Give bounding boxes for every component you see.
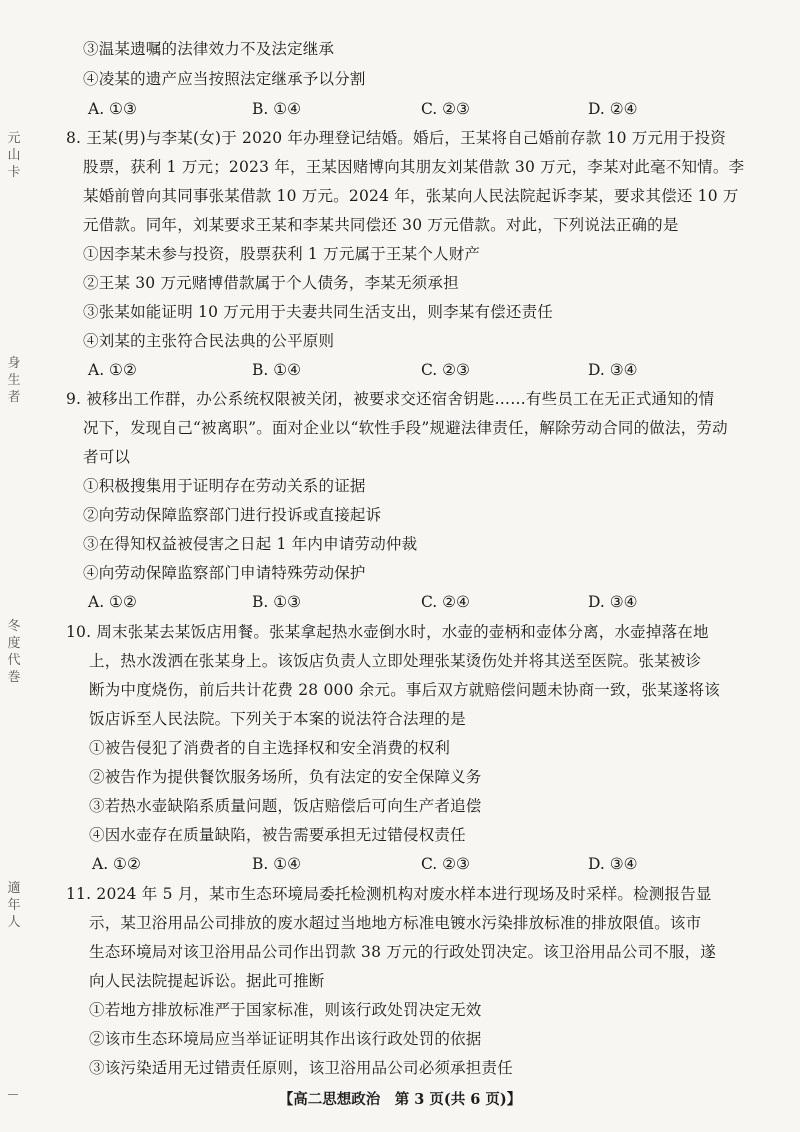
margin-mark: 冬 度 代 巻 [7,619,21,685]
q11-stem-line: 示，某卫浴用品公司排放的废水超过当地地方标准电镀水污染排放标准的排放限值。该市 [89,914,702,932]
option-d: D. ③④ [588,855,638,873]
q9-item: ④向劳动保障监察部门申请特殊劳动保护 [83,564,366,582]
q10-item: ③若热水壶缺陷系质量问题，饭店赔偿后可向生产者追偿 [89,797,482,815]
option-a: A. ①② [92,855,141,873]
q10-stem-line: 10. 周末张某去某饭店用餐。张某拿起热水壶倒水时，水壶的壶柄和壶体分离，水壶掉落在地 [66,623,709,641]
page-footer: 【高二思想政治 第 3 页(共 6 页)】 [278,1091,522,1108]
option-b: B. ①④ [252,361,302,379]
option-b: B. ①③ [252,593,302,611]
q7-item: ④凌某的遗产应当按照法定继承予以分割 [83,70,366,88]
q10-stem-line: 断为中度烧伤，前后共计花费 28 000 余元。事后双方就赔偿问题未协商一致，张某遂将该 [89,681,720,699]
option-a: A. ①② [88,361,137,379]
option-d: D. ③④ [588,593,638,611]
q8-item: ③张某如能证明 10 万元用于夫妻共同生活支出，则李某有偿还责任 [83,303,553,321]
q11-stem-line: 生态环境局对该卫浴用品公司作出罚款 38 万元的行政处罚决定。该卫浴用品公司不服，遂 [89,943,716,961]
q11-stem-line: 向人民法院提起诉讼。据此可推断 [89,972,325,990]
q11-item: ③该污染适用无过错责任原则，该卫浴用品公司必须承担责任 [89,1059,513,1077]
q9-stem-line: 者可以 [83,448,131,466]
q9-stem-line: 况下，发现自己“被离职”。面对企业以“软性手段”规避法律责任，解除劳动合同的做法，劳动 [83,419,728,437]
q10-stem-line: 上，热水泼洒在张某身上。该饭店负责人立即处理张某烫伤处并将其送至医院。张某被诊 [89,652,702,670]
option-c: C. ②③ [421,855,470,873]
option-d: D. ③④ [588,361,638,379]
q10-item: ②被告作为提供餐饮服务场所，负有法定的安全保障义务 [89,768,482,786]
option-a: A. ①② [88,593,137,611]
q8-stem-line: 股票，获利 1 万元；2023 年，王某因赌博向其朋友刘某借款 30 万元，李某对此毫不知情。李 [83,158,745,176]
q11-item: ②该市生态环境局应当举证证明其作出该行政处罚的依据 [89,1030,482,1048]
q9-item: ③在得知权益被侵害之日起 1 年内申请劳动仲裁 [83,535,418,553]
option-d: D. ②④ [588,100,638,118]
option-c: C. ②③ [421,100,470,118]
q7-item: ③温某遗嘱的法律效力不及法定继承 [83,40,335,58]
margin-mark: 身 生 者 [7,356,21,405]
q8-item: ④刘某的主张符合民法典的公平原则 [83,332,335,350]
q8-stem-line: 元借款。同年，刘某要求王某和李某共同偿还 30 万元借款。对此，下列说法正确的是 [83,216,679,234]
q10-item: ①被告侵犯了消费者的自主选择权和安全消费的权利 [89,739,451,757]
q9-item: ①积极搜集用于证明存在劳动关系的证据 [83,477,366,495]
option-b: B. ①④ [252,855,302,873]
q8-item: ②王某 30 万元赌博借款属于个人债务，李某无须承担 [83,274,459,292]
option-c: C. ②③ [421,361,470,379]
q10-item: ④因水壶存在质量缺陷，被告需要承担无过错侵权责任 [89,826,466,844]
q8-stem-line: 某婚前曾向其同事张某借款 10 万元。2024 年，张某向人民法院起诉李某，要求其偿还 10 万 [83,187,739,205]
margin-mark: 元 山 卡 [7,131,21,180]
q8-item: ①因李某未参与投资，股票获利 1 万元属于王某个人财产 [83,245,481,263]
q9-item: ②向劳动保障监察部门进行投诉或直接起诉 [83,506,382,524]
q10-stem-line: 饭店诉至人民法院。下列关于本案的说法符合法理的是 [89,710,466,728]
margin-mark: 適 年 人 [7,881,21,930]
q11-item: ①若地方排放标准严于国家标准，则该行政处罚决定无效 [89,1001,482,1019]
option-c: C. ②④ [421,593,470,611]
q9-stem-line: 9. 被移出工作群，办公系统权限被关闭，被要求交还宿舍钥匙……有些员工在无正式通知的情 [66,390,715,408]
option-b: B. ①④ [252,100,302,118]
q8-stem-line: 8. 王某(男)与李某(女)于 2020 年办理登记结婚。婚后，王某将自己婚前存款 10 万元用于投资 [66,129,726,147]
option-a: A. ①③ [88,100,137,118]
q11-stem-line: 11. 2024 年 5 月，某市生态环境局委托检测机构对废水样本进行现场及时采样。检测报告显 [66,885,712,903]
